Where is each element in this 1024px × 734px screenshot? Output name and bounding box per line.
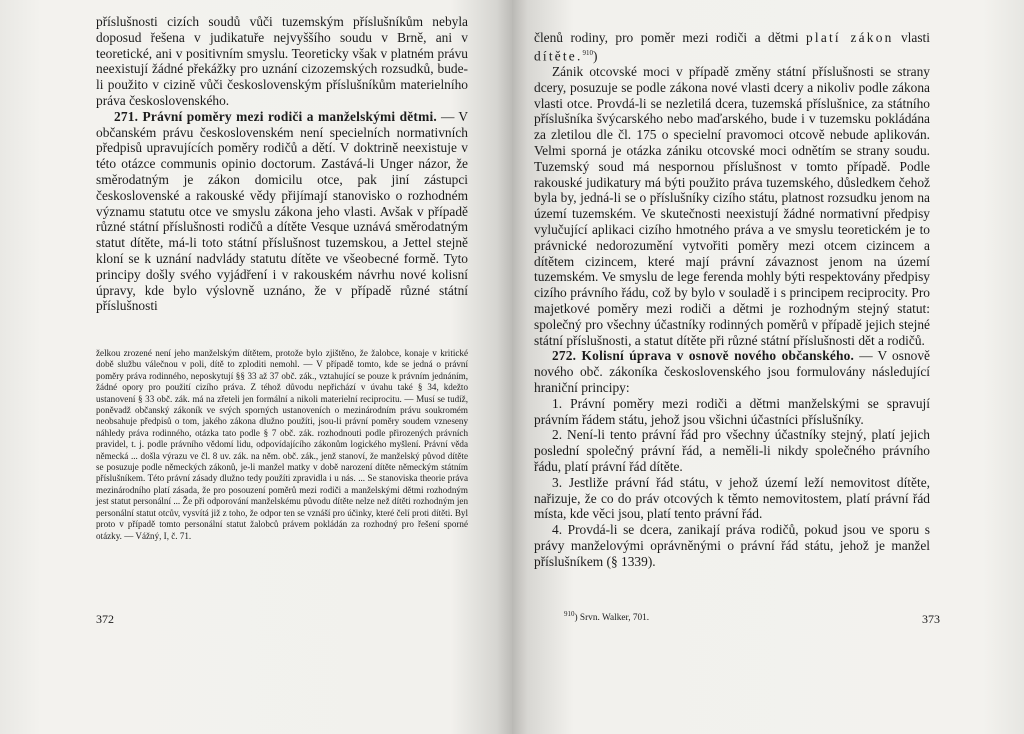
section-heading: 272. Kolisní úprava v osnově nového občanského. — [552, 348, 855, 364]
list-item: 3. Jestliže právní řád státu, v jehož území leží nemovitost dítěte, nařizuje, že co do práv otcových k těmto nemovitostem, platí právní řád místa, kde věci jsou, platí tento právní řád. — [534, 474, 930, 522]
list-item: 2. Není-li tento právní řád pro všechny účastníky stejný, platí jejich poslední společný právní řád, a neměli-li nikdy společného právního řádu, platí právní řád dítěte. — [534, 427, 930, 474]
section-paragraph — [534, 348, 930, 395]
paragraph: příslušnosti cizích soudů vůči tuzemským příslušníkům nebyla doposud řešena v judikatuře nejvyššího soudu v Brně, ani v teoretické, ani v positivním smyslu. Teoreticky však v platném právu neexistují žádné překážky pro uznání cizozemských rozsudků, bude-li použito v cizině vůči československým příslušníkům materielního práva československého. — [96, 14, 468, 108]
text-run: členů rodiny, pro poměr mezi rodiči a dětmi — [534, 30, 807, 45]
page-number: 372 — [96, 612, 114, 626]
left-main-text — [96, 14, 468, 314]
paragraph: — V občanském právu československém není specielních normativních předpisů upravujících poměry rodičů a dětí. V doktrině neexistuje v této otázce communis opinio doctorum. Zastává-li Unger názor, že směrodatným je zákon domicilu otce, pak jiní zástupci československé a rakouské vědy přijímají stanovisko o rozhodném významu statutu otce ve smyslu zákona jeho vlasti. Avšak v případě různé státní příslušnosti rodičů a dítěte Vesque uznává směrodatným statut dítěte, má-li toto státní příslušnost tuzemskou, a Jettel stejně kloní se k uznání nadvlády statutu dítěte ve všeobecné formě. Tyto principy došly svého vyjádření i v rakouském návrhu nové kolisní úpravy, kde bylo výslovně uznáno, že v případě různé státní příslušnosti — [96, 108, 468, 314]
list-item: 1. Právní poměry mezi rodiči a dětmi manželskými se spravují právním řádem státu, jehož jsou všichni účastníci příslušníky. — [534, 395, 930, 427]
footnote: želkou zrozené není jeho manželským dítětem, protože bylo zjištěno, že žalobce, konaje v kritické době službu válečnou v poli, dítě to zploditi nemohl. — V případě tomto, kde se jedná o právní poměry práva rodinného, neposkytují §§ 33 až 37 obč. zák., vztahující se pouze k právním jednáním, žádné opory pro použití cizího práva. Z téhož důvodu nepřichází v úvahu také § 34, kdežto ustanovení § 33 obč. zák. má na zřeteli jen formální a nikoli materielní reciprocitu. — Musí se tudíž, poněvadž občanský zákoník ve svých sporných ustanoveních o mezinárodním právu soukromém neobsahuje předpisů o tom, jakého zákona dlužno použíti, jsou-li právní poměry soudem vzneseny náhledy práva rodinného, otázka tato podle § 7 obč. zák. rozhodnouti podle přirozených právních pravidel, t. j. podle právního vědomí lidu, odpovídajícího zákonům logického myšlení. Právní věda německá ... došla výrazu ve čl. 8 uv. zák. na něm. obč. zák., jenž stanoví, že manželský původ dítěte se posuzuje podle německých zákonů, je-li manžel matky v době narození dítěte německým státním příslušníkem. Této právní zásady dlužno tedy použíti zpravidla i u nás. ... Se stanoviska theorie práva mezinárodního platí zásada, že pro posouzení poměrů mezi rodiči a manželskými dětmi rozhodným jest statut personální ... Že při odporování manželskému původu dítěte nelze než dítěti rozhodným jen personální statut otcův, vysvítá již z toho, že odpor ten se vznáší pro účinky, které čelí proti dítěti. Byl proto v případě tomto personální statut žalobců právem pokládán za rozhodný pro řešení sporné otázky. — Vážný, I, č. 71. — [96, 348, 468, 541]
emphasis-text: dítěte. — [534, 48, 583, 64]
footnote-marker: 910 — [564, 610, 575, 618]
list-item: 4. Provdá-li se dcera, zanikají práva rodičů, pokud jsou ve sporu s právy manželovými oprávněnými o právní řád státu, jehož je manžel příslušníkem (§ 1339). — [534, 522, 930, 569]
paragraph: Zánik otcovské moci v případě změny státní příslušnosti se strany dcery, posuzuje se podle zákona nové vlasti dcery a nikoliv podle zákona vlasti otce. Provdá-li se nezletilá dcera, tuzemská příslušnice, za státního příslušníka švýcarského nebo maďarského, bude i v tuzemsku pokládána za zletilou dle čl. 175 o specielní pravomoci otcově nebude aplikován. Velmi sporná je otázka zániku otcovské moci odnětím se strany soudu. Tuzemský soud má nespornou příslušnost v tomto případě. Podle rakouské judikatury má býti použito práva tuzemského, důsledkem čehož byla by, jedná-li se o příslušníky cizího státu, platnost rozsudku jenom na území tuzemském. Ve skutečnosti neexistují žádné normativní předpisy vylučující aplikaci cizího hmotného práva a ve smyslu teoretickém je to právnické nedorozumění vytvořiti poměry mezi otcem cizincem a dítětem cizincem, které mají právní závaznost jenom na území tuzemském. Ve smyslu de lege ferenda mohly býti respektovány předpisy cizího právního řádu, což by bylo v souladě i s principem reciprocity. Pro majetkové poměry mezi rodiči a dětmi je rozhodným stejný statut: společný pro všechny účastníky rodinných poměrů v případě jejich stejné státní příslušnosti, a statut dítěte při různé státní příslušnosti dět a rodičů. — [534, 64, 930, 348]
emphasis-text: platí zákon — [806, 30, 894, 45]
footnote-ref: 910 — [582, 48, 593, 57]
section-heading: 271. Právní poměry mezi rodiči a manželskými dětmi. — [114, 108, 437, 124]
text-run: ) — [593, 48, 598, 64]
page-number: 373 — [922, 612, 940, 626]
right-main-text — [534, 30, 930, 570]
footnote — [564, 608, 924, 624]
text-run: vlasti — [900, 30, 930, 45]
paragraph: — V osnově nového obč. zákoníka československého jsou formulovány následující hraniční principy: — [534, 348, 930, 395]
right-page — [512, 0, 1024, 734]
footnote-text: ) Srvn. Walker, 701. — [574, 613, 650, 624]
paragraph — [534, 30, 930, 64]
section-paragraph — [96, 109, 468, 314]
